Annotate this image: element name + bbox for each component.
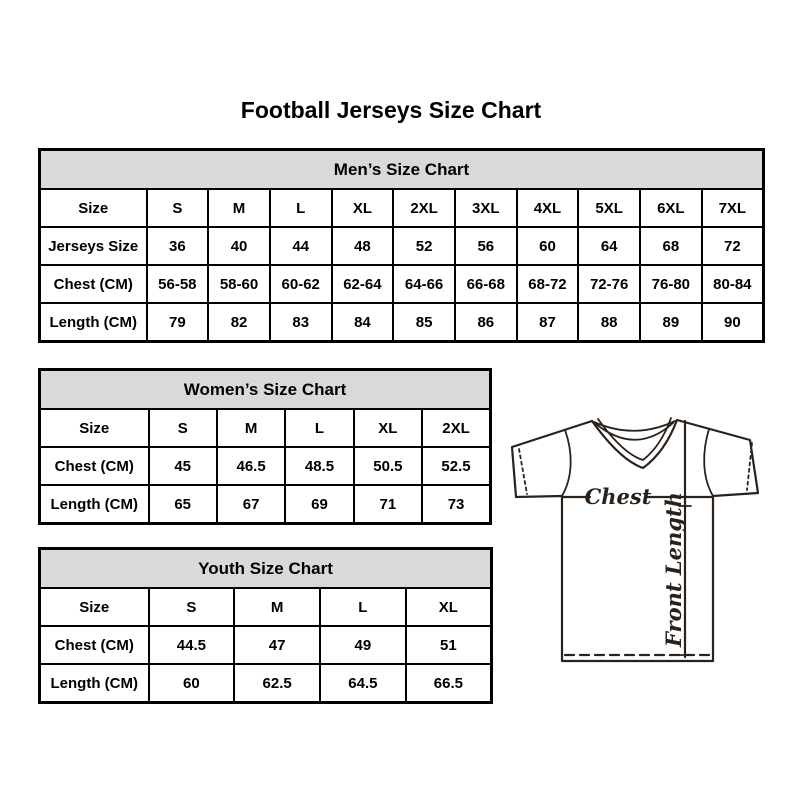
- value-cell: 4XL: [517, 189, 579, 227]
- value-cell: S: [149, 588, 235, 626]
- right-sleeve-seam-line: [704, 429, 713, 496]
- value-cell: 73: [422, 485, 490, 524]
- row-label-cell: Jerseys Size: [40, 227, 147, 265]
- table-row: [40, 626, 492, 664]
- value-cell: 82: [208, 303, 270, 342]
- value-cell: 86: [455, 303, 517, 342]
- table-row: [40, 227, 764, 265]
- value-cell: XL: [406, 588, 492, 626]
- value-cell: 60: [149, 664, 235, 703]
- value-cell: 64: [578, 227, 640, 265]
- table-title: Men’s Size Chart: [40, 150, 764, 190]
- value-cell: 89: [640, 303, 702, 342]
- value-cell: 72-76: [578, 265, 640, 303]
- value-cell: 71: [354, 485, 422, 524]
- size-table: [38, 148, 765, 343]
- mens-size-table: [38, 148, 765, 343]
- table-row: [40, 303, 764, 342]
- value-cell: 7XL: [702, 189, 764, 227]
- value-cell: 67: [217, 485, 285, 524]
- size-table: [38, 547, 493, 704]
- value-cell: 50.5: [354, 447, 422, 485]
- value-cell: S: [147, 189, 209, 227]
- value-cell: 88: [578, 303, 640, 342]
- value-cell: 76-80: [640, 265, 702, 303]
- row-label-cell: Size: [40, 189, 147, 227]
- value-cell: 45: [149, 447, 217, 485]
- value-cell: L: [320, 588, 406, 626]
- value-cell: 90: [702, 303, 764, 342]
- value-cell: 60: [517, 227, 579, 265]
- value-cell: 3XL: [455, 189, 517, 227]
- value-cell: 52.5: [422, 447, 490, 485]
- table-title: Youth Size Chart: [40, 549, 492, 589]
- value-cell: 56-58: [147, 265, 209, 303]
- left-sleeve-seam-line: [562, 430, 571, 496]
- table-row: [40, 265, 764, 303]
- jersey-outline-group: [512, 418, 758, 661]
- value-cell: 66-68: [455, 265, 517, 303]
- table-title: Women’s Size Chart: [40, 370, 491, 410]
- value-cell: S: [149, 409, 217, 447]
- value-cell: 64.5: [320, 664, 406, 703]
- value-cell: 80-84: [702, 265, 764, 303]
- value-cell: 46.5: [217, 447, 285, 485]
- row-label-cell: Chest (CM): [40, 447, 149, 485]
- table-row: [40, 588, 492, 626]
- chest-label: Chest: [584, 484, 652, 509]
- value-cell: 69: [285, 485, 353, 524]
- value-cell: L: [285, 409, 353, 447]
- value-cell: 36: [147, 227, 209, 265]
- value-cell: 58-60: [208, 265, 270, 303]
- value-cell: 72: [702, 227, 764, 265]
- right-cuff-dashed-line: [747, 443, 752, 490]
- value-cell: 83: [270, 303, 332, 342]
- value-cell: 48: [332, 227, 394, 265]
- value-cell: M: [217, 409, 285, 447]
- womens-size-table: [38, 368, 492, 525]
- table-row: [40, 447, 491, 485]
- value-cell: 52: [393, 227, 455, 265]
- value-cell: 6XL: [640, 189, 702, 227]
- value-cell: 65: [149, 485, 217, 524]
- value-cell: 87: [517, 303, 579, 342]
- left-cuff-dashed-line: [519, 449, 527, 494]
- value-cell: XL: [332, 189, 394, 227]
- row-label-cell: Size: [40, 409, 149, 447]
- value-cell: 40: [208, 227, 270, 265]
- table-row: [40, 664, 492, 703]
- value-cell: XL: [354, 409, 422, 447]
- value-cell: 49: [320, 626, 406, 664]
- row-label-cell: Chest (CM): [40, 265, 147, 303]
- value-cell: 60-62: [270, 265, 332, 303]
- value-cell: 47: [234, 626, 320, 664]
- value-cell: 2XL: [422, 409, 490, 447]
- value-cell: M: [234, 588, 320, 626]
- value-cell: M: [208, 189, 270, 227]
- value-cell: L: [270, 189, 332, 227]
- jersey-measurement-diagram: [505, 410, 767, 666]
- value-cell: 84: [332, 303, 394, 342]
- youth-size-table: [38, 547, 493, 704]
- value-cell: 79: [147, 303, 209, 342]
- value-cell: 5XL: [578, 189, 640, 227]
- value-cell: 62-64: [332, 265, 394, 303]
- value-cell: 68-72: [517, 265, 579, 303]
- row-label-cell: Length (CM): [40, 664, 149, 703]
- value-cell: 66.5: [406, 664, 492, 703]
- table-row: [40, 409, 491, 447]
- table-row: [40, 189, 764, 227]
- value-cell: 51: [406, 626, 492, 664]
- row-label-cell: Chest (CM): [40, 626, 149, 664]
- value-cell: 85: [393, 303, 455, 342]
- value-cell: 62.5: [234, 664, 320, 703]
- row-label-cell: Length (CM): [40, 303, 147, 342]
- table-row: [40, 485, 491, 524]
- value-cell: 2XL: [393, 189, 455, 227]
- value-cell: 64-66: [393, 265, 455, 303]
- value-cell: 44.5: [149, 626, 235, 664]
- value-cell: 44: [270, 227, 332, 265]
- value-cell: 48.5: [285, 447, 353, 485]
- value-cell: 56: [455, 227, 517, 265]
- size-table: [38, 368, 492, 525]
- front-length-label: Front Length: [661, 492, 686, 647]
- page-title: Football Jerseys Size Chart: [240, 97, 542, 123]
- value-cell: 68: [640, 227, 702, 265]
- row-label-cell: Length (CM): [40, 485, 149, 524]
- row-label-cell: Size: [40, 588, 149, 626]
